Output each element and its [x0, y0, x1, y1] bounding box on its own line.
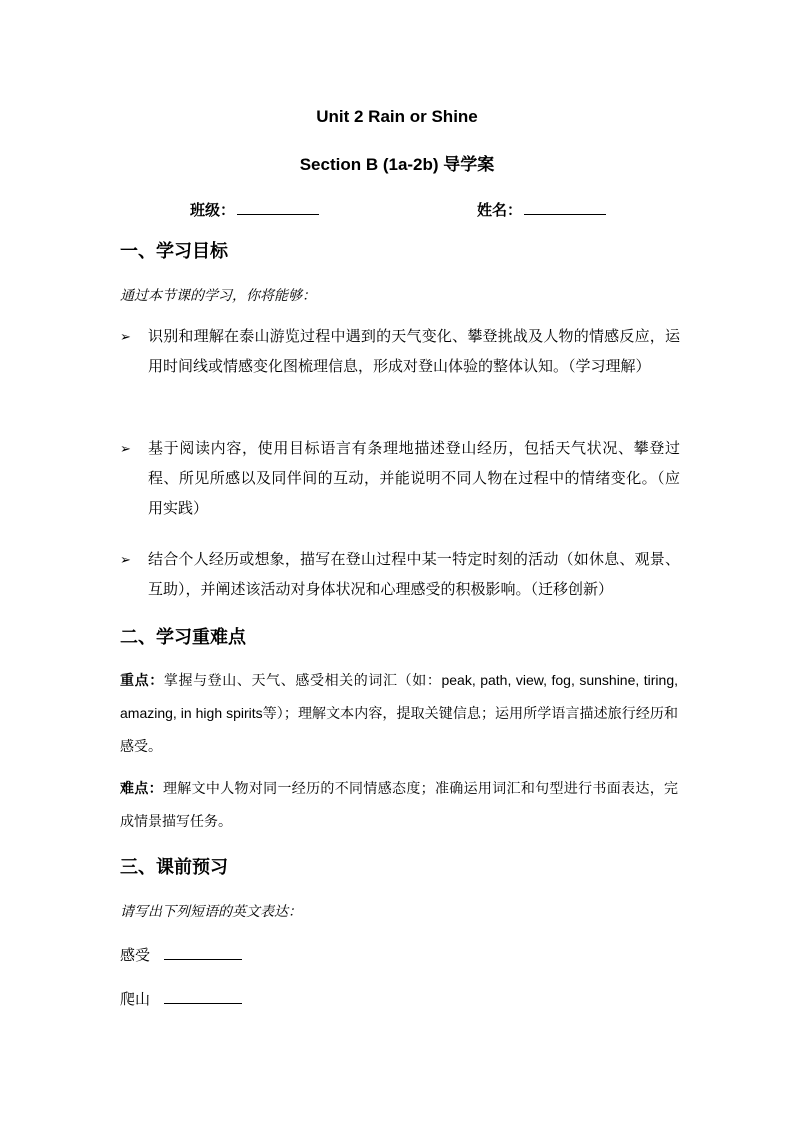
goal-item	[120, 434, 680, 524]
phrase-label: 爬山	[120, 991, 151, 1008]
section-heading-goals: 一、学习目标	[120, 241, 228, 261]
phrase-answer-blank[interactable]	[164, 989, 242, 1004]
arrow-bullet-icon: ➢	[120, 552, 131, 567]
key-text: 掌握与登山、天气、感受相关的词汇（如：peak, path, view, fog, sunshine, tiring, amazing, in high spirits等）；理解文本内容，提取关键信息；运用所学语言描述旅行经历和感受。	[120, 672, 678, 754]
name-field	[477, 199, 606, 220]
key-point-paragraph	[120, 664, 678, 763]
class-blank[interactable]	[237, 200, 319, 215]
key-label: 重点：	[120, 672, 164, 688]
section-title: Section B (1a-2b) 导学案	[299, 155, 495, 174]
phrase-label: 感受	[120, 947, 151, 964]
class-label: 班级：	[190, 202, 236, 219]
preview-intro: 请写出下列短语的英文表达：	[120, 903, 302, 919]
arrow-bullet-icon: ➢	[120, 441, 131, 456]
name-blank[interactable]	[524, 200, 606, 215]
arrow-bullet-icon: ➢	[120, 329, 131, 344]
goal-text: 识别和理解在泰山游览过程中遇到的天气变化、攀登挑战及人物的情感反应，运用时间线或情感变化图梳理信息，形成对登山体验的整体认知。（学习理解）	[148, 328, 680, 375]
difficult-text: 理解文中人物对同一经历的不同情感态度；准确运用词汇和句型进行书面表达，完成情景描写任务。	[120, 780, 679, 829]
goal-text: 基于阅读内容，使用目标语言有条理地描述登山经历，包括天气状况、攀登过程、所见所感以及同伴间的互动，并能说明不同人物在过程中的情绪变化。（应用实践）	[148, 440, 680, 517]
unit-title: Unit 2 Rain or Shine	[316, 107, 478, 126]
section-heading-key-points: 二、学习重难点	[120, 627, 246, 647]
name-label: 姓名：	[477, 202, 523, 219]
difficult-label: 难点：	[120, 780, 163, 796]
difficult-point-paragraph	[120, 772, 678, 838]
phrase-item	[120, 988, 242, 1009]
goals-intro: 通过本节课的学习，你将能够：	[120, 287, 316, 303]
goal-text: 结合个人经历或想象，描写在登山过程中某一特定时刻的活动（如休息、观景、互助），并阐述该活动对身体状况和心理感受的积极影响。（迁移创新）	[148, 551, 680, 598]
phrase-answer-blank[interactable]	[164, 945, 242, 960]
section-heading-preview: 三、课前预习	[120, 857, 228, 877]
class-field	[190, 199, 319, 220]
goal-item	[120, 322, 680, 382]
goal-item	[120, 545, 680, 605]
phrase-item	[120, 944, 242, 965]
